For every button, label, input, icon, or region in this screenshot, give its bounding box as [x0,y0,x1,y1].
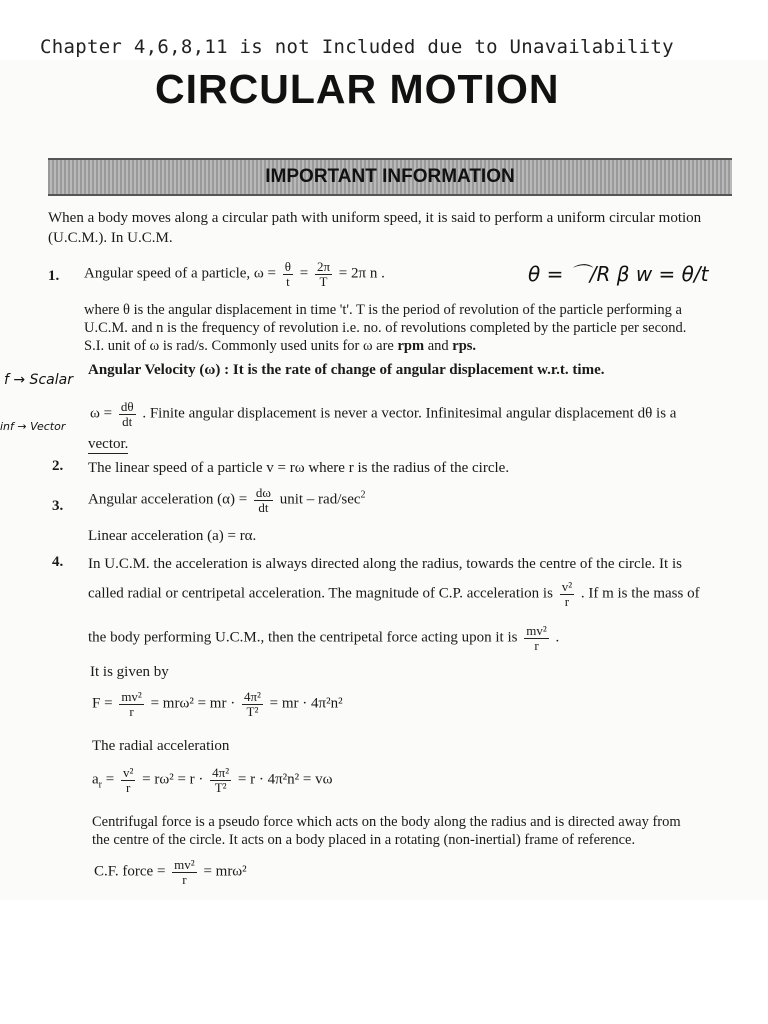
given-by-text: It is given by [90,664,169,680]
theta-over-t: $\frac{\theta}{t}$ [284,259,291,289]
item-number-4: 4. [52,554,64,570]
d-theta-vector: dθ [637,405,653,422]
cf-force-formula: C.F. force = $\frac{\text{mv²}}{r}$ = mrω² [94,857,247,887]
mv-squared-over-r: $\frac{\text{mv²}}{r}$ [526,623,547,653]
centrifugal-line-2: the centre of the circle. It acts on a body placed in a rotating (non-inertial) frame of reference. [92,832,636,848]
linear-speed-text: The linear speed of a particle v = rω where r is the radius of the circle. [88,460,510,476]
angular-acceleration-formula: Angular acceleration (α) = $\frac{d\omega}{dt}$ unit – rad/$\sec^2$ [88,485,366,515]
handwritten-formula: θ = ⌒/R β w = θ/t [528,262,709,286]
v-squared-over-r: $\frac{\text{v²}}{r}$ [561,579,573,609]
angular-speed-formula: Angular speed of a particle, ω = $\frac{\theta}{t}$ = $\frac{2\pi}{T}$ = 2π n . [84,259,385,289]
angular-speed-tail: = 2π n . [338,265,385,282]
intro-line-2: (U.C.M.). In U.C.M. [48,230,173,246]
unavailability-notice: Chapter 4,6,8,11 is not Included due to Unavailability [40,36,674,58]
item1-line-3: U.C.M. and n is the frequency of revolution i.e. no. of revolutions completed by the particle per second. [84,320,687,336]
item-number-2: 2. [52,458,64,474]
angular-velocity-formula: ω = $\frac{d\theta}{dt}$ . Finite angular displacement is never a vector. Infinitesimal angular displacement dθ is a [90,399,677,429]
vector-word: vector. [88,436,129,452]
item1-line-4: S.I. unit of ω is rad/s. Commonly used units for ω are rpm and rps. [84,338,477,354]
linear-acceleration-text: Linear acceleration (a) = rα. [88,528,257,544]
item1-line-2: where θ is the angular displacement in time 't'. T is the period of revolution of the particle performing a [84,302,682,318]
section-banner [48,158,732,196]
intro-line-1: When a body moves along a circular path with uniform speed, it is said to perform a uniform circular motion [48,210,702,226]
banner-title: IMPORTANT INFORMATION [265,166,515,187]
two-pi-over-T: $\frac{2\pi}{T}$ [316,259,331,289]
d-theta-over-dt: $\frac{d\theta}{dt}$ [120,399,134,429]
item4-line-1: In U.C.M. the acceleration is always directed along the radius, towards the centre of the circle. It is [88,556,682,572]
handwritten-scalar-note: f → Scalar [4,372,73,388]
centrifugal-line-1: Centrifugal force is a pseudo force which acts on the body along the radius and is directed away from [92,814,681,830]
page-title: CIRCULAR MOTION [155,66,560,112]
radial-acceleration-formula: $a_r$ = $\frac{\text{v²}}{r}$ = rω² = r · $\frac{\text{4π²}}{\text{T²}}$ = r · 4π²n² = vω [92,765,333,795]
radial-acceleration-label: The radial acceleration [92,738,230,754]
handwritten-vector-note: inf → Vector [0,420,66,433]
item4-line-2: called radial or centripetal acceleration. The magnitude of C.P. acceleration is $\frac{\text{v²}}{r}$ . If m is the mass of [88,579,700,609]
angular-speed-label: Angular speed of a particle, ω = [84,265,277,282]
item-number-3: 3. [52,498,64,514]
item-number-1: 1. [48,268,60,284]
omega-vector: ω [90,405,100,422]
angular-velocity-heading: Angular Velocity (ω) : It is the rate of change of angular displacement w.r.t. time. [88,362,605,378]
item4-line-3: the body performing U.C.M., then the centripetal force acting upon it is $\frac{\text{mv²}}{r}$ . [88,623,560,653]
d-omega-over-dt: $\frac{d\omega}{dt}$ [255,485,271,515]
force-formula: F = $\frac{\text{mv²}}{r}$ = mrω² = mr · $\frac{\text{4π²}}{\text{T²}}$ = mr · 4π²n² [92,689,343,719]
